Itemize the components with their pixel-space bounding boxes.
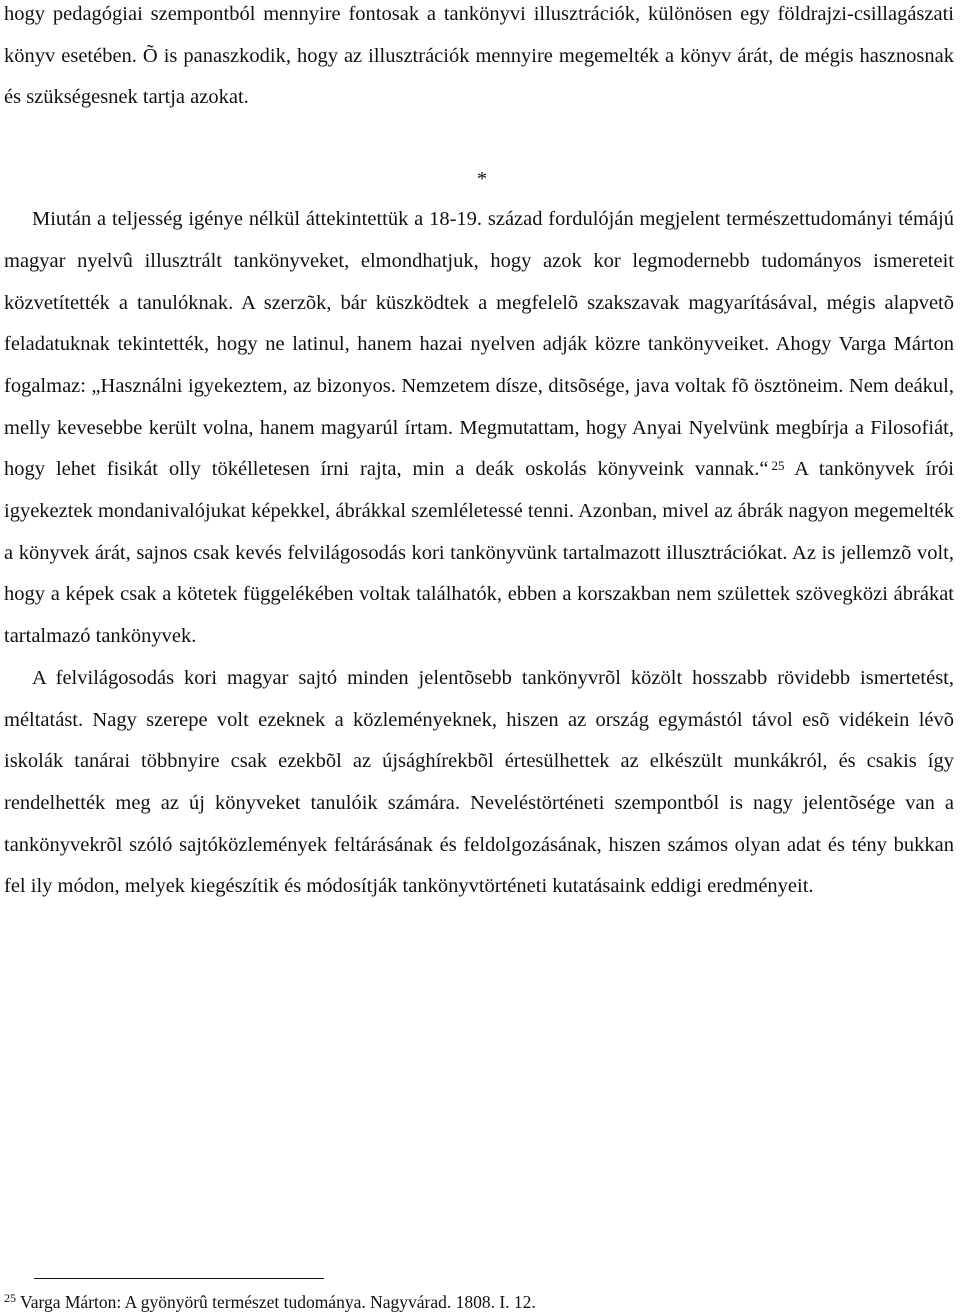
footnote-divider: [34, 1278, 324, 1279]
main-paragraph-part1: Miután a teljesség igénye nélkül áttekintettük a 18-19. század fordulóján megjelent természettudományi témájú magyar nyelvû illusztrált tankönyveket, elmondhatjuk, hogy azok kor legmodernebb tudományos ismereteit közvetítették a tanulóknak. A szerzõk, bár küszködtek a megfelelõ szakszavak magyarításával, mégis alapvetõ feladatuknak tekintették, hogy ne latinul, hanem hazai nyelven adják közre tankönyveiket. Ahogy Varga Márton fogalmaz: „Használni igyekeztem, az bizonyos. Nemzetem dísze, ditsõsége, java voltak fõ ösztöneim. Nem deákul, melly kevesebbe került volna, hanem magyarúl írtam. Megmutattam, hogy Anyai Nyelvünk megbírja a Filosofiát, hogy lehet fisikát olly tökélletesen írni rajta, min a deák oskolás könyveink vannak.“: [4, 208, 954, 481]
footnote-text: Varga Márton: A gyönyörû természet tudománya. Nagyvárad. 1808. I. 12.: [20, 1292, 536, 1312]
footnote-number: 25: [4, 1291, 16, 1305]
footnote: [4, 1291, 536, 1313]
closing-paragraph: A felvilágosodás kori magyar sajtó minden jelentõsebb tankönyvrõl közölt hosszabb rövidebb ismertetést, méltatást. Nagy szerepe volt ezeknek a közleményeknek, hiszen az ország egymástól távol esõ vidékein lévõ iskolák tanárai többnyire csak ezekbõl az újsághírekbõl értesülhettek az elkészült munkákról, és csakis így rendelhették meg az új könyveket tanulóik számára. Neveléstörténeti szempontból is nagy jelentõsége van a tankönyvekrõl szóló sajtóközlemények feltárásának és feldolgozásának, hiszen számos olyan adat és tény bukkan fel ily módon, melyek kiegészítik és módosítják tankönyvtörténeti kutatásaink eddigi eredményeit.: [4, 666, 954, 898]
document-page: [4, 0, 954, 908]
section-separator: *: [476, 168, 488, 191]
intro-paragraph: hogy pedagógiai szempontból mennyire fontosak a tankönyvi illusztrációk, különösen egy földrajzi-csillagászati könyv esetében. Õ is panaszkodik, hogy az illusztrációk mennyire megemelték a könyv árát, de mégis hasznosnak és szükségesnek tartja azokat.: [4, 3, 954, 109]
main-paragraph: [4, 199, 954, 658]
footnote-reference[interactable]: 25: [771, 458, 785, 474]
main-paragraph-part2: A tankönyvek írói igyekeztek mondanivalójukat képekkel, ábrákkal szemléletessé tenni. Azonban, mivel az ábrák nagyon megemelték a könyvek árát, sajnos csak kevés felvilágosodás kori tankönyvünk tartalmazott illusztrációkat. Az is jellemzõ volt, hogy a képek csak a kötetek függelékében voltak találhatók, ebben a korszakban nem születtek szövegközi ábrákat tartalmazó tankönyvek.: [4, 458, 954, 648]
